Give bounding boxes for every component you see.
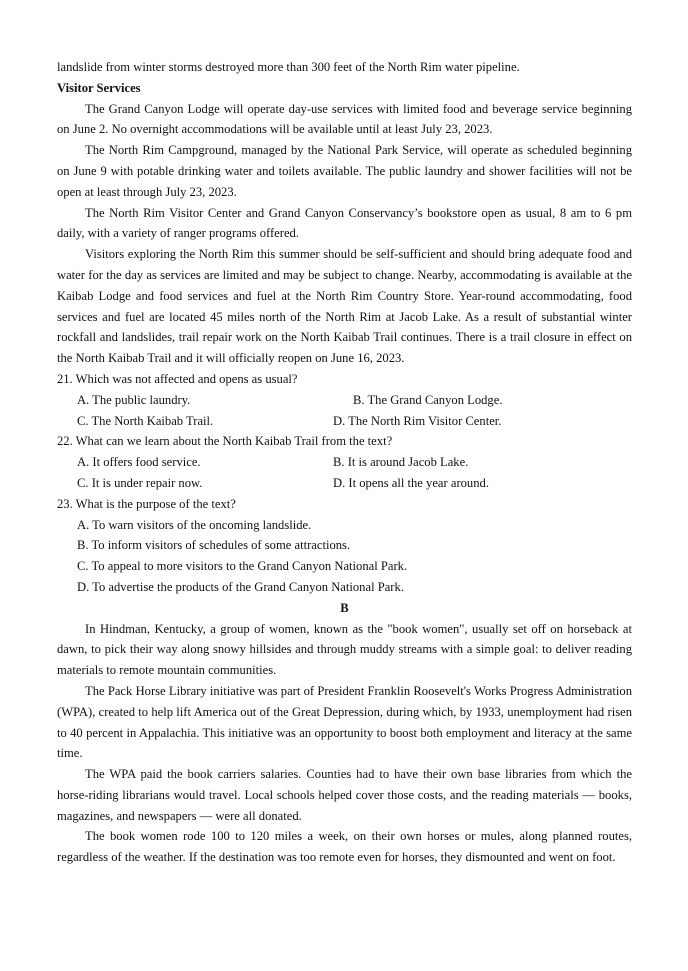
option-a: A. The public laundry. <box>77 392 191 407</box>
paragraph: The Grand Canyon Lodge will operate day-use services with limited food and beverage service beginning on June 2. No overnight accommodations will be available until at least July 23, 2023. <box>57 101 632 137</box>
question-stem: 23. What is the purpose of the text? <box>57 496 236 511</box>
option-b: B. To inform visitors of schedules of some attractions. <box>77 538 351 553</box>
paragraph: The North Rim Visitor Center and Grand Canyon Conservancy’s bookstore open as usual, 8 am to 6 pm daily, with a variety of ranger programs offered. <box>57 205 632 241</box>
option-row <box>57 411 632 432</box>
section-b-label: B <box>340 600 349 615</box>
intro-line: landslide from winter storms destroyed more than 300 feet of the North Rim water pipeline. <box>57 60 520 74</box>
paragraph: The WPA paid the book carriers salaries. Counties had to have their own base libraries from which the horse-riding librarians would travel. Local schools helped cover those costs, and the reading materials — books, magazines, and newspapers — were all donated. <box>57 767 632 823</box>
option-row <box>57 473 632 494</box>
paragraph: In Hindman, Kentucky, a group of women, known as the "book women", usually set off on horseback at dawn, to pick their way along snowy hillsides and through muddy streams with a simple goal: to deliver reading materials to remote mountain communities. <box>57 621 632 678</box>
question-stem: 22. What can we learn about the North Kaibab Trail from the text? <box>57 434 393 449</box>
question-22 <box>57 431 632 493</box>
option-b: B. It is around Jacob Lake. <box>333 455 469 470</box>
option-row <box>57 452 632 473</box>
option-a: A. To warn visitors of the oncoming landslide. <box>77 517 312 532</box>
question-stem: 21. Which was not affected and opens as usual? <box>57 371 298 386</box>
question-21 <box>57 369 632 431</box>
option-d: D. It opens all the year around. <box>333 475 489 490</box>
option-b: B. The Grand Canyon Lodge. <box>353 392 503 407</box>
option-c: C. The North Kaibab Trail. <box>77 413 214 428</box>
question-23 <box>57 494 632 598</box>
paragraph: Visitors exploring the North Rim this summer should be self-sufficient and should bring adequate food and water for the day as services are limited and may be subject to change. Nearby, accommodating is available at the Kaibab Lodge and food services and fuel at the North Rim Country Store. Year-round accommodating, food services and fuel are located 45 miles north of the North Rim at Jacob Lake. As a result of substantial winter rockfall and landslides, trail repair work on the North Kaibab Trail continues. There is a trail closure in effect on the North Kaibab Trail and it will officially reopen on June 16, 2023. <box>57 247 632 366</box>
option-d: D. The North Rim Visitor Center. <box>333 413 502 428</box>
option-a: A. It offers food service. <box>77 455 201 470</box>
paragraph: The Pack Horse Library initiative was part of President Franklin Roosevelt's Works Progress Administration (WPA), created to help lift America out of the Great Depression, during which, by 1933, unemployment had risen to 40 percent in Appalachia. This initiative was an opportunity to boost both employment and literacy at the same time. <box>57 683 632 761</box>
paragraph: The book women rode 100 to 120 miles a week, on their own horses or mules, along planned routes, regardless of the weather. If the destination was too remote even for horses, they dismounted and went on foot. <box>57 829 632 865</box>
option-d: D. To advertise the products of the Grand Canyon National Park. <box>77 579 404 594</box>
paragraph: The North Rim Campground, managed by the National Park Service, will operate as scheduled beginning on June 9 with potable drinking water and toilets available. The public laundry and shower facilities will not be open at least through July 23, 2023. <box>57 143 632 199</box>
document-body <box>57 57 632 868</box>
option-c: C. It is under repair now. <box>77 475 203 490</box>
section-heading: Visitor Services <box>57 80 141 95</box>
option-row <box>57 390 632 411</box>
option-c: C. To appeal to more visitors to the Grand Canyon National Park. <box>77 559 408 574</box>
